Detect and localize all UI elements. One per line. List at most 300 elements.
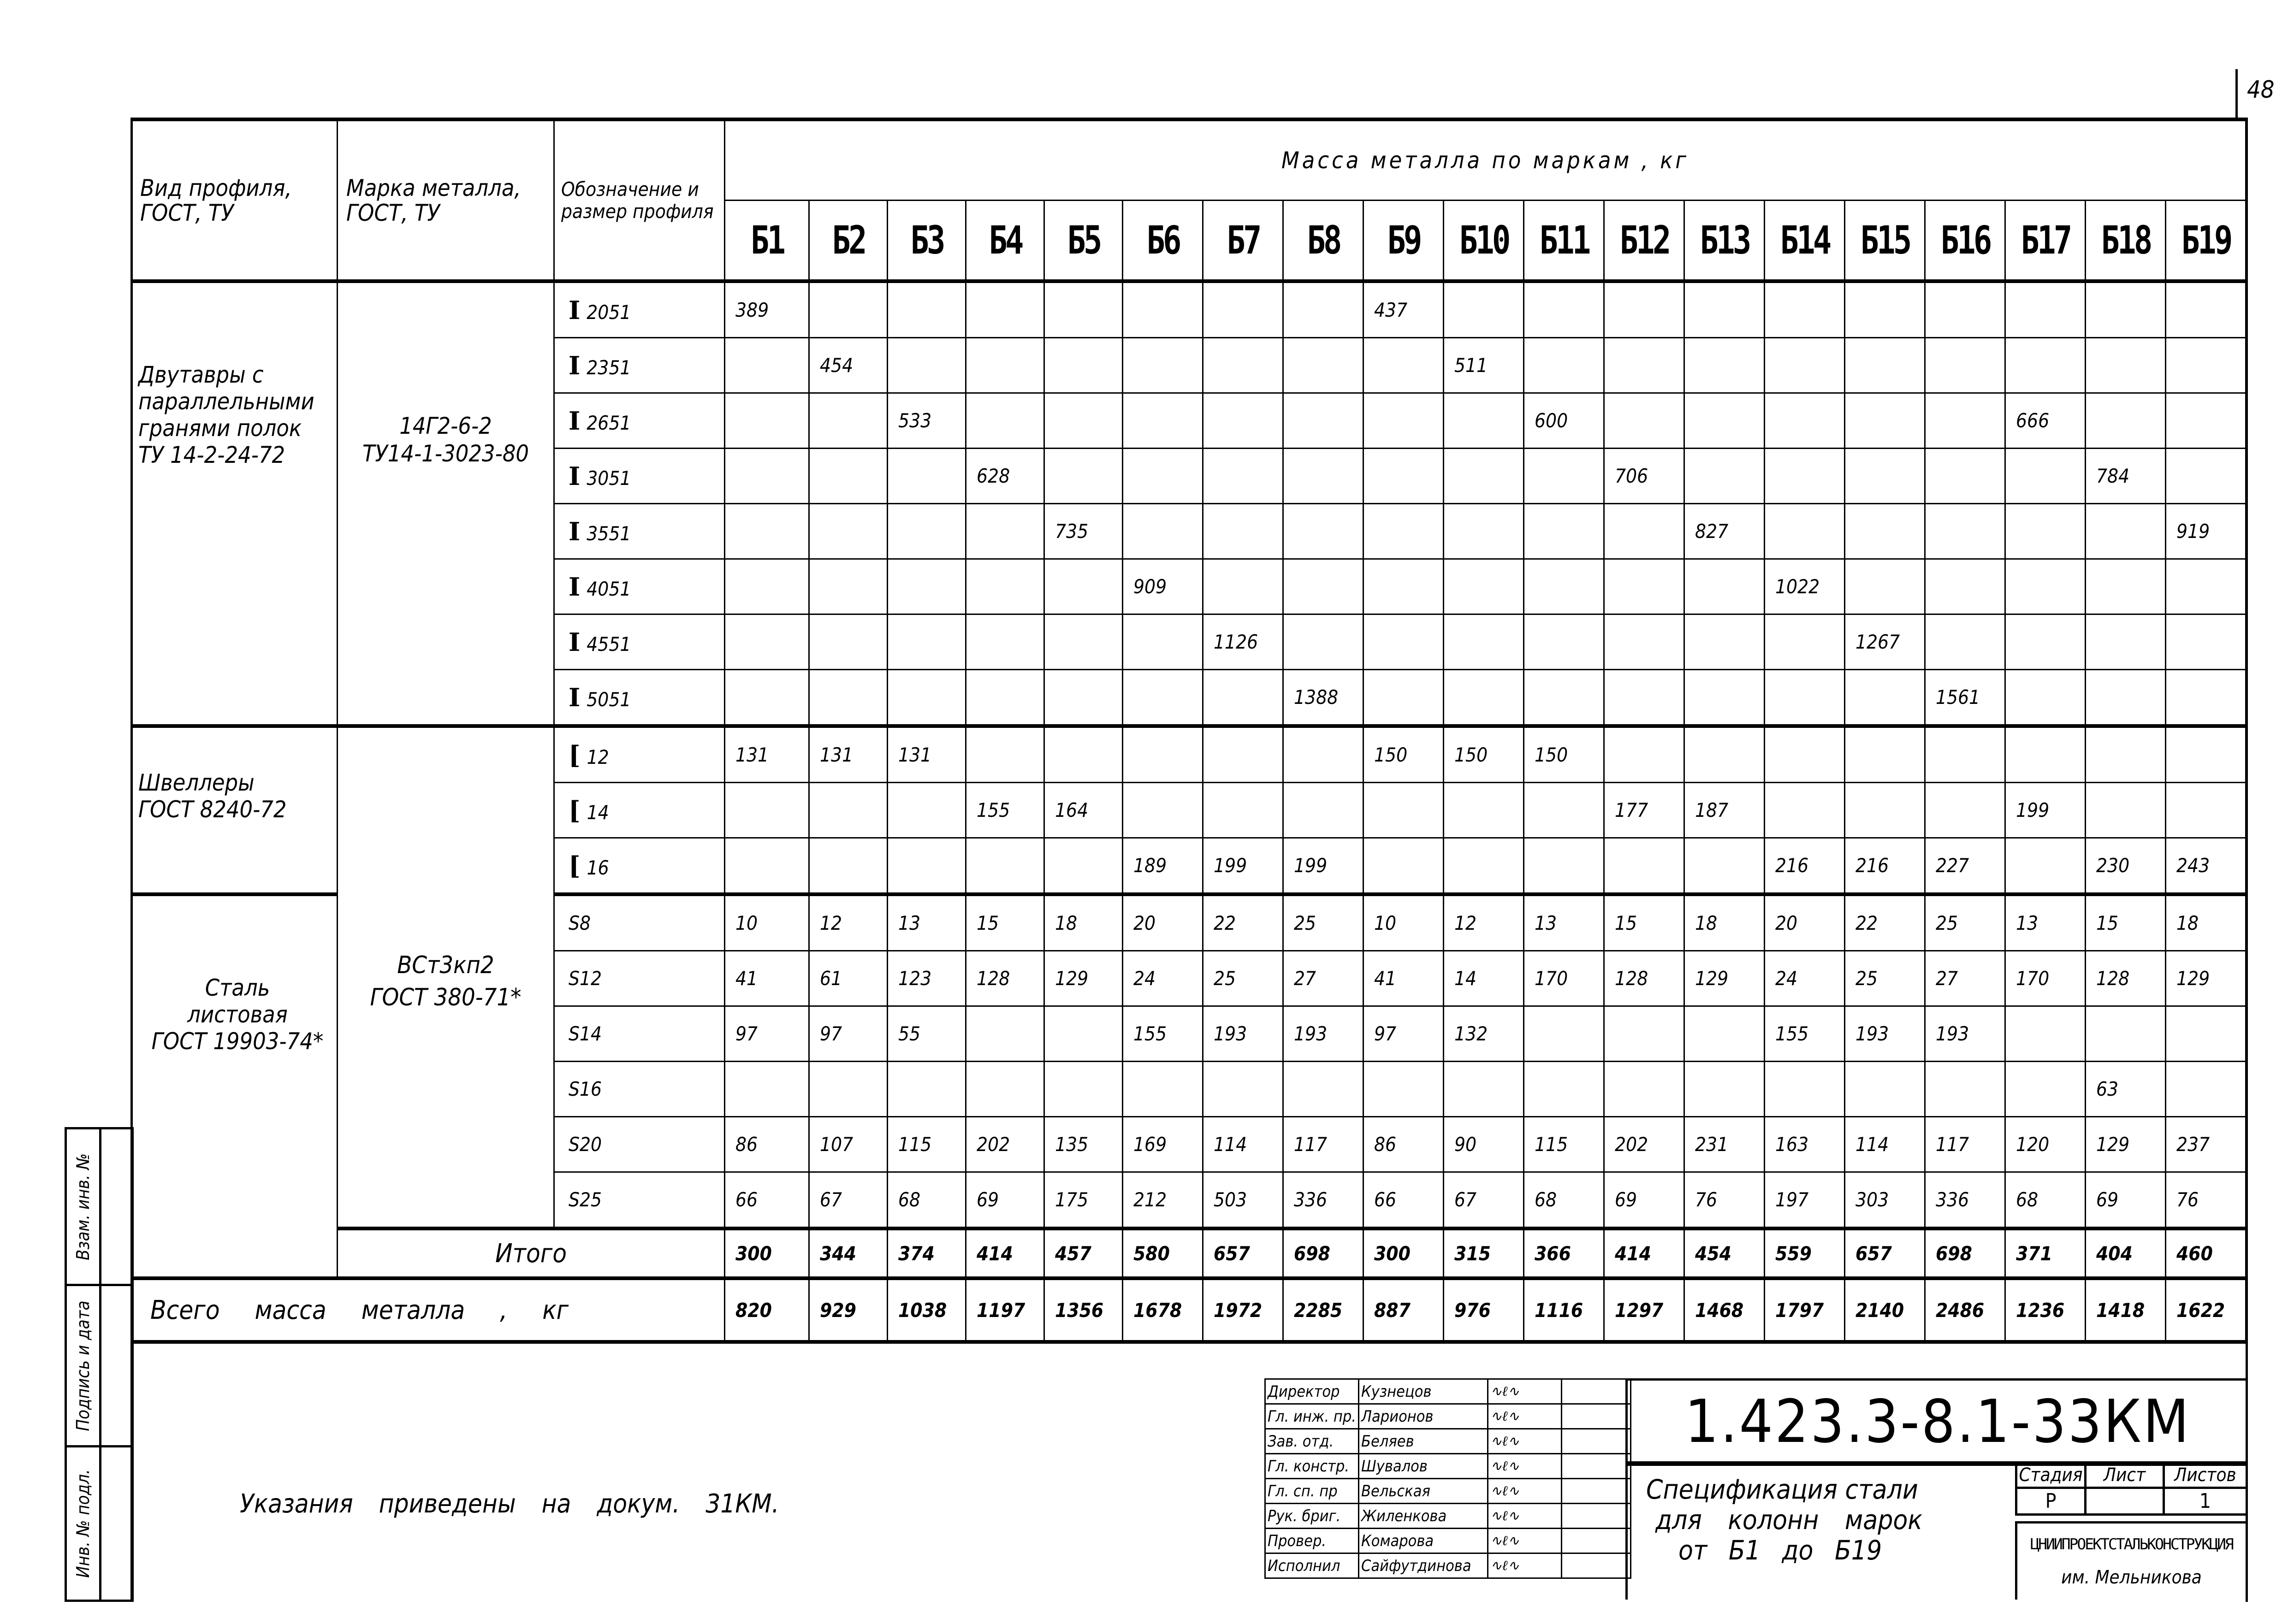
mass-value-cell	[1444, 1062, 1524, 1117]
mass-value-cell	[1765, 726, 1845, 783]
i-beam-icon: I	[569, 572, 581, 602]
profile-type-line: листовая	[187, 1001, 288, 1028]
mass-value-cell: 175	[1044, 1172, 1123, 1229]
subtotal-value: 580	[1123, 1228, 1203, 1278]
stamp-label: Инв. № подл.	[73, 1469, 93, 1578]
mass-value-cell: 20	[1765, 894, 1845, 951]
subtotal-value: 698	[1925, 1228, 2005, 1278]
mass-value-cell	[1363, 670, 1444, 726]
mass-value-cell	[1684, 838, 1765, 895]
i-beam-icon: I	[569, 350, 581, 380]
mass-value-cell	[966, 670, 1044, 726]
channel-icon: [	[569, 850, 581, 880]
mass-value-cell: 76	[1684, 1172, 1765, 1229]
mass-value-cell	[1444, 838, 1524, 895]
mass-value-cell	[2166, 281, 2246, 338]
profile-size-label: S12	[569, 967, 602, 990]
signer-name: Беляев	[1359, 1429, 1488, 1454]
signer-name: Комарова	[1359, 1529, 1488, 1553]
mass-value-cell	[1765, 338, 1845, 393]
col-header-profile-type: Вид профиля, ГОСТ, ТУ	[131, 119, 338, 281]
grand-total-value: 1972	[1203, 1278, 1283, 1342]
mass-value-cell	[2166, 393, 2246, 449]
empty-date-cell	[1562, 1553, 1631, 1578]
mass-value-cell: 227	[1925, 838, 2005, 895]
title-line: Спецификация стали	[1646, 1474, 1918, 1505]
mass-value-cell	[725, 338, 809, 393]
signer-role: Провер.	[1265, 1529, 1359, 1553]
mass-value-cell: 128	[966, 951, 1044, 1006]
i-beam-icon: I	[569, 295, 581, 325]
mass-value-cell	[1444, 281, 1524, 338]
mass-value-cell	[1524, 670, 1604, 726]
signatures-table	[1264, 1378, 1631, 1579]
signature-icon: ∿ℓ∿	[1488, 1504, 1562, 1529]
mass-value-cell: 115	[1524, 1117, 1604, 1172]
mass-value-cell	[1044, 614, 1123, 670]
title-line: для колонн марок	[1655, 1504, 1922, 1535]
mass-value-cell: 69	[966, 1172, 1044, 1229]
mass-value-cell: 170	[1524, 951, 1604, 1006]
profile-size-label: S16	[569, 1078, 602, 1100]
mass-value-cell	[1444, 449, 1524, 504]
mass-value-cell	[1684, 393, 1765, 449]
mass-value-cell: 155	[1123, 1006, 1203, 1062]
mass-value-cell	[1845, 726, 1925, 783]
stamp-cell-signature-date	[65, 1284, 134, 1447]
profile-size-cell	[554, 559, 725, 614]
mass-value-cell: 784	[2086, 449, 2166, 504]
channel-icon: [	[569, 795, 581, 825]
signer-role: Директор	[1265, 1379, 1359, 1404]
mass-value-cell: 919	[2166, 504, 2246, 559]
mass-value-cell	[2005, 559, 2086, 614]
subtotal-value: 698	[1283, 1228, 1363, 1278]
mass-value-cell	[1123, 783, 1203, 838]
mass-value-cell	[1845, 559, 1925, 614]
mass-value-cell: 193	[1925, 1006, 2005, 1062]
mass-value-cell: 170	[2005, 951, 2086, 1006]
signer-role: Исполнил	[1265, 1553, 1359, 1578]
mass-value-cell: 12	[809, 894, 888, 951]
mass-value-cell: 120	[2005, 1117, 2086, 1172]
mass-value-cell	[1203, 393, 1283, 449]
mass-value-cell	[1044, 838, 1123, 895]
profile-size-label: S25	[569, 1188, 602, 1211]
mass-value-cell	[809, 614, 888, 670]
signature-icon: ∿ℓ∿	[1488, 1429, 1562, 1454]
mass-value-cell	[2086, 559, 2166, 614]
mass-value-cell: 27	[1925, 951, 2005, 1006]
mass-value-cell	[1765, 1062, 1845, 1117]
mass-value-cell	[1604, 726, 1684, 783]
mass-value-cell	[2166, 449, 2246, 504]
mass-value-cell	[1283, 393, 1363, 449]
profile-size-cell	[554, 504, 725, 559]
subtotal-value: 414	[966, 1228, 1044, 1278]
mass-value-cell: 20	[1123, 894, 1203, 951]
mass-value-cell	[1444, 783, 1524, 838]
mass-value-cell: 243	[2166, 838, 2246, 895]
mass-value-cell	[1925, 504, 2005, 559]
subtotal-value: 404	[2086, 1228, 2166, 1278]
mass-value-cell: 131	[809, 726, 888, 783]
subtotal-value: 460	[2166, 1228, 2246, 1278]
profile-size-cell	[554, 449, 725, 504]
mass-value-cell: 15	[2086, 894, 2166, 951]
mass-value-cell	[888, 504, 966, 559]
i-beam-icon: I	[569, 627, 581, 657]
mass-value-cell	[966, 1006, 1044, 1062]
side-stamp	[65, 1127, 134, 1602]
mass-value-cell	[2166, 1006, 2246, 1062]
grand-total-value: 1356	[1044, 1278, 1123, 1342]
mass-value-cell	[2005, 1062, 2086, 1117]
profile-size-cell	[554, 281, 725, 338]
signer-name: Жиленкова	[1359, 1504, 1488, 1529]
col-header-profile-size: Обозначение и размер профиля	[554, 119, 725, 281]
mass-value-cell	[966, 393, 1044, 449]
profile-type-line: ТУ 14-2-24-72	[138, 442, 285, 468]
mass-value-cell	[1925, 338, 2005, 393]
mass-value-cell: 15	[1604, 894, 1684, 951]
mass-value-cell	[725, 559, 809, 614]
mass-value-cell: 193	[1845, 1006, 1925, 1062]
mass-value-cell	[1684, 1006, 1765, 1062]
steel-grade-line: ГОСТ 380-71*	[370, 984, 522, 1011]
mass-value-cell	[1444, 559, 1524, 614]
mass-value-cell	[1363, 504, 1444, 559]
mass-value-cell	[1524, 449, 1604, 504]
sheet-label: Лист	[2086, 1463, 2164, 1488]
mass-value-cell	[1765, 783, 1845, 838]
mass-value-cell: 22	[1845, 894, 1925, 951]
mass-value-cell: 128	[1604, 951, 1684, 1006]
frame-left-border	[130, 118, 133, 1602]
mass-value-cell: 155	[1765, 1006, 1845, 1062]
signer-name: Сайфутдинова	[1359, 1553, 1488, 1578]
mass-value-cell	[1283, 281, 1363, 338]
mass-value-cell	[966, 1062, 1044, 1117]
mass-value-cell	[809, 838, 888, 895]
mass-value-cell: 25	[1203, 951, 1283, 1006]
mass-value-cell	[1044, 338, 1123, 393]
stamp-label: Взам. инв. №	[73, 1153, 93, 1260]
mass-value-cell	[888, 838, 966, 895]
mass-value-cell: 212	[1123, 1172, 1203, 1229]
profile-size-label: 14	[587, 801, 609, 824]
signer-name: Кузнецов	[1359, 1379, 1488, 1404]
mass-value-cell	[1765, 504, 1845, 559]
signer-role: Гл. инж. пр.	[1265, 1404, 1359, 1429]
mass-value-cell	[809, 504, 888, 559]
mass-value-cell: 13	[2005, 894, 2086, 951]
mass-value-cell: 27	[1283, 951, 1363, 1006]
mass-value-cell	[2166, 338, 2246, 393]
mass-value-cell	[2166, 1062, 2246, 1117]
mass-value-cell	[1363, 1062, 1444, 1117]
mass-value-cell	[1203, 726, 1283, 783]
mass-value-cell: 150	[1363, 726, 1444, 783]
profile-size-label: 5051	[587, 688, 631, 711]
stage-value: Р	[2016, 1488, 2086, 1515]
mass-value-cell	[966, 726, 1044, 783]
mass-value-cell	[2086, 393, 2166, 449]
mass-value-cell	[888, 614, 966, 670]
mass-by-marks-header: Масса металла по маркам , кг	[725, 119, 2246, 201]
signer-role: Гл. констр.	[1265, 1454, 1359, 1479]
mass-value-cell: 197	[1765, 1172, 1845, 1229]
subtotal-value: 366	[1524, 1228, 1604, 1278]
mass-value-cell: 193	[1283, 1006, 1363, 1062]
grand-total-value: 1622	[2166, 1278, 2246, 1342]
i-beam-icon: I	[569, 461, 581, 491]
grand-total-value: 929	[809, 1278, 888, 1342]
mass-value-cell	[1684, 281, 1765, 338]
mass-value-cell: 55	[888, 1006, 966, 1062]
mass-value-cell	[1203, 449, 1283, 504]
mass-value-cell	[1604, 393, 1684, 449]
mass-value-cell	[1765, 281, 1845, 338]
mass-value-cell: 132	[1444, 1006, 1524, 1062]
mass-value-cell	[1283, 614, 1363, 670]
mass-value-cell: 131	[725, 726, 809, 783]
mass-value-cell: 86	[1363, 1117, 1444, 1172]
mark-header: Б16	[1933, 201, 1997, 282]
mass-value-cell	[1684, 726, 1765, 783]
steel-grade-line: ТУ14-1-3023-80	[362, 440, 529, 467]
mass-value-cell	[1123, 281, 1203, 338]
mass-value-cell	[809, 449, 888, 504]
mass-value-cell	[1925, 449, 2005, 504]
mass-value-cell: 68	[888, 1172, 966, 1229]
profile-size-label: 2651	[587, 411, 631, 434]
document-title	[1625, 1461, 2015, 1600]
mass-value-cell: 14	[1444, 951, 1524, 1006]
organization-block	[2015, 1521, 2246, 1600]
document-code: 1.423.3-8.1-33КМ	[1625, 1378, 2248, 1466]
subtotal-row	[131, 1228, 2246, 1278]
profile-size-cell	[554, 951, 725, 1006]
grand-total-value: 1418	[2086, 1278, 2166, 1342]
mark-header: Б14	[1772, 201, 1837, 282]
mass-value-cell	[2005, 726, 2086, 783]
mass-value-cell	[2166, 726, 2246, 783]
profile-type-line: параллельными	[138, 388, 314, 415]
mass-value-cell	[1203, 559, 1283, 614]
profile-type-line: ГОСТ 8240-72	[138, 796, 287, 823]
mass-value-cell: 163	[1765, 1117, 1845, 1172]
grand-total-value: 976	[1444, 1278, 1524, 1342]
mass-value-cell	[1044, 1006, 1123, 1062]
profile-type-cell	[131, 894, 338, 1278]
mass-value-cell	[809, 559, 888, 614]
profile-size-label: 2051	[587, 301, 631, 324]
mark-header: Б6	[1131, 201, 1195, 282]
mass-value-cell	[725, 1062, 809, 1117]
mass-value-cell	[1363, 393, 1444, 449]
mass-value-cell	[888, 338, 966, 393]
mass-value-cell	[1925, 1062, 2005, 1117]
mass-value-cell: 237	[2166, 1117, 2246, 1172]
mass-value-cell: 13	[888, 894, 966, 951]
mass-value-cell: 437	[1363, 281, 1444, 338]
mass-value-cell: 230	[2086, 838, 2166, 895]
signer-role: Гл. сп. пр	[1265, 1479, 1359, 1504]
mass-value-cell: 41	[1363, 951, 1444, 1006]
mass-value-cell: 12	[1444, 894, 1524, 951]
mass-value-cell	[966, 281, 1044, 338]
mass-value-cell: 66	[1363, 1172, 1444, 1229]
mass-value-cell: 150	[1444, 726, 1524, 783]
mass-value-cell: 169	[1123, 1117, 1203, 1172]
mass-value-cell	[2166, 783, 2246, 838]
mass-value-cell: 117	[1283, 1117, 1363, 1172]
mass-value-cell	[1845, 504, 1925, 559]
mass-value-cell	[1524, 1006, 1604, 1062]
mass-value-cell	[888, 783, 966, 838]
col-header-steel-grade: Марка металла, ГОСТ, ТУ	[338, 119, 554, 281]
grand-total-value: 887	[1363, 1278, 1444, 1342]
mass-value-cell: 202	[966, 1117, 1044, 1172]
mass-value-cell	[1524, 838, 1604, 895]
mass-value-cell	[1684, 614, 1765, 670]
mass-value-cell	[2005, 338, 2086, 393]
header-row-1	[131, 119, 2246, 201]
subtotal-value: 374	[888, 1228, 966, 1278]
mass-value-cell: 216	[1765, 838, 1845, 895]
mass-value-cell	[809, 1062, 888, 1117]
mass-value-cell	[1203, 1062, 1283, 1117]
grand-total-value: 1297	[1604, 1278, 1684, 1342]
mass-value-cell: 129	[1044, 951, 1123, 1006]
mark-header: Б9	[1371, 201, 1435, 282]
mass-value-cell: 503	[1203, 1172, 1283, 1229]
mass-value-cell: 123	[888, 951, 966, 1006]
mass-value-cell	[725, 614, 809, 670]
page-number: 48	[2235, 69, 2294, 120]
profile-size-label: 3051	[587, 467, 631, 490]
mass-value-cell	[2086, 783, 2166, 838]
mass-value-cell	[1203, 504, 1283, 559]
mass-value-cell	[725, 670, 809, 726]
mass-value-cell	[1524, 559, 1604, 614]
mark-header: Б2	[817, 201, 880, 282]
mass-value-cell: 76	[2166, 1172, 2246, 1229]
mass-value-cell	[1283, 449, 1363, 504]
mass-value-cell	[1604, 504, 1684, 559]
table-row	[131, 726, 2246, 783]
mass-value-cell	[1604, 1006, 1684, 1062]
signature-row	[1265, 1479, 1631, 1504]
grand-total-value: 1197	[966, 1278, 1044, 1342]
mass-value-cell	[1845, 1062, 1925, 1117]
mark-header: Б7	[1211, 201, 1275, 282]
mass-value-cell	[1524, 338, 1604, 393]
organization-name: ЦНИИПРОЕКТСТАЛЬКОНСТРУКЦИЯ	[2030, 1535, 2233, 1553]
profile-size-cell	[554, 894, 725, 951]
mark-header: Б13	[1692, 201, 1756, 282]
mass-value-cell	[2005, 281, 2086, 338]
mass-value-cell: 1022	[1765, 559, 1845, 614]
mark-header: Б10	[1452, 201, 1516, 282]
signature-icon: ∿ℓ∿	[1488, 1553, 1562, 1578]
mass-value-cell	[2005, 1006, 2086, 1062]
mass-value-cell: 511	[1444, 338, 1524, 393]
signer-name: Ларионов	[1359, 1404, 1488, 1429]
mass-value-cell: 97	[1363, 1006, 1444, 1062]
profile-size-label: S8	[569, 912, 591, 934]
stage-sheet-table	[2015, 1461, 2248, 1516]
mass-value-cell	[2086, 726, 2166, 783]
signature-icon: ∿ℓ∿	[1488, 1379, 1562, 1404]
mass-value-cell: 18	[2166, 894, 2246, 951]
mass-value-cell: 114	[1845, 1117, 1925, 1172]
subtotal-value: 657	[1203, 1228, 1283, 1278]
empty-date-cell	[1562, 1379, 1631, 1404]
mass-value-cell	[1604, 559, 1684, 614]
mass-value-cell: 41	[725, 951, 809, 1006]
profile-size-cell	[554, 338, 725, 393]
grand-total-value: 1038	[888, 1278, 966, 1342]
profile-size-label: 3551	[587, 522, 631, 545]
mass-value-cell	[1203, 783, 1283, 838]
mass-value-cell: 231	[1684, 1117, 1765, 1172]
mass-value-cell	[1524, 614, 1604, 670]
subtotal-value: 344	[809, 1228, 888, 1278]
mass-value-cell	[1604, 1062, 1684, 1117]
mass-value-cell: 193	[1203, 1006, 1283, 1062]
mass-value-cell: 69	[2086, 1172, 2166, 1229]
profile-type-cell	[131, 281, 338, 726]
signature-icon: ∿ℓ∿	[1488, 1479, 1562, 1504]
mass-value-cell	[1203, 281, 1283, 338]
mass-value-cell: 199	[1283, 838, 1363, 895]
mass-value-cell	[1044, 393, 1123, 449]
mass-value-cell	[1765, 393, 1845, 449]
mass-value-cell	[1363, 559, 1444, 614]
mark-header: Б15	[1853, 201, 1917, 282]
grand-total-value: 1797	[1765, 1278, 1845, 1342]
profile-type-line: ГОСТ 19903-74*	[151, 1028, 324, 1055]
steel-grade-line: 14Г2-6-2	[399, 413, 492, 439]
mark-header: Б19	[2174, 201, 2238, 282]
mass-value-cell: 199	[1203, 838, 1283, 895]
signer-name: Шувалов	[1359, 1454, 1488, 1479]
mass-value-cell	[809, 670, 888, 726]
grand-total-value: 1468	[1684, 1278, 1765, 1342]
mark-header: Б5	[1052, 201, 1115, 282]
grand-total-row	[131, 1278, 2246, 1342]
mass-value-cell	[1044, 449, 1123, 504]
mass-value-cell	[1283, 504, 1363, 559]
signature-icon: ∿ℓ∿	[1488, 1529, 1562, 1553]
mass-value-cell: 533	[888, 393, 966, 449]
mass-value-cell	[1363, 783, 1444, 838]
mass-value-cell: 129	[2086, 1117, 2166, 1172]
subtotal-value: 657	[1845, 1228, 1925, 1278]
profile-size-cell	[554, 1117, 725, 1172]
mass-value-cell	[1044, 281, 1123, 338]
mass-value-cell: 86	[725, 1117, 809, 1172]
profile-size-label: 12	[587, 745, 609, 768]
mass-value-cell	[1283, 726, 1363, 783]
grand-total-value: 2285	[1283, 1278, 1363, 1342]
grand-total-value: 1678	[1123, 1278, 1203, 1342]
stamp-label: Подпись и дата	[73, 1300, 93, 1431]
signature-row	[1265, 1379, 1631, 1404]
signature-icon: ∿ℓ∿	[1488, 1454, 1562, 1479]
